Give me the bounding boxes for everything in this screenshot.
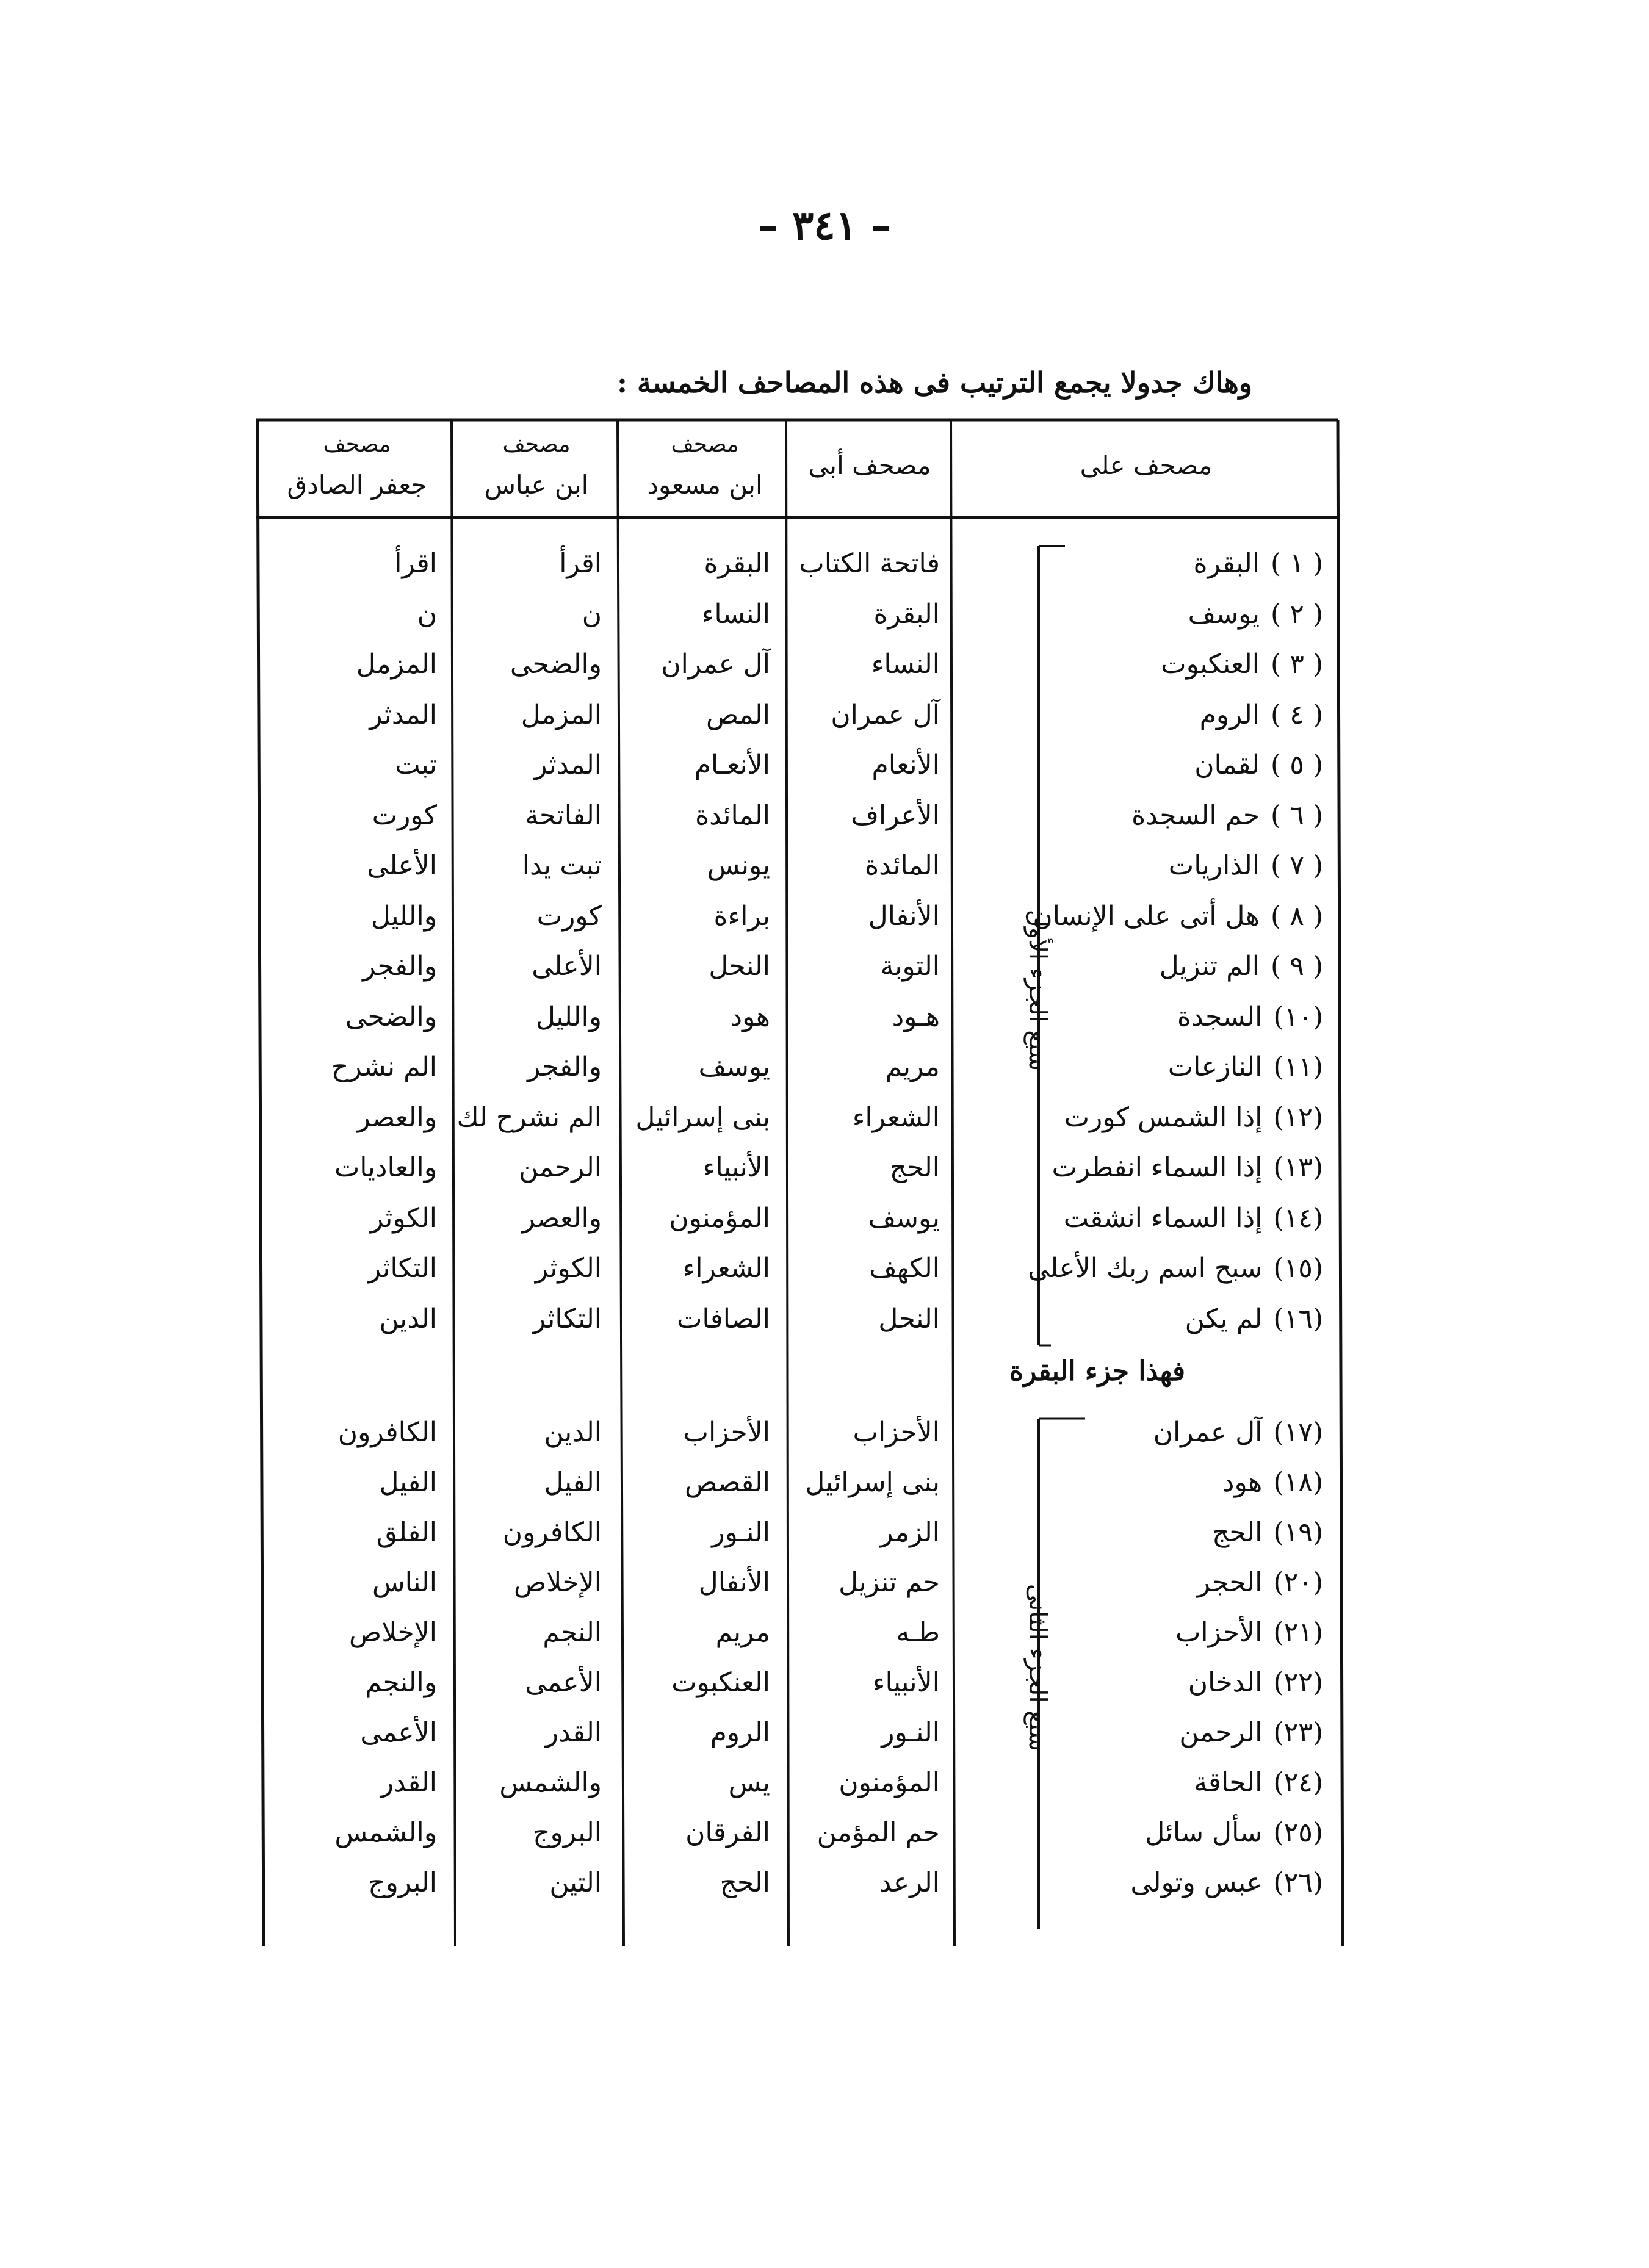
ubayy-surah: فاتحة الكتاب <box>799 548 940 579</box>
ubayy-surah: البقرة <box>873 598 940 630</box>
ibn-abbas-surah: المزمل <box>521 699 602 730</box>
ali-surah <box>1161 649 1323 680</box>
page-number: – ٣٤١ – <box>757 201 892 249</box>
ali-surah-number: (١١) <box>1273 1051 1323 1082</box>
ali-surah-number: (١٥) <box>1273 1253 1323 1284</box>
ibn-masud-surah: المص <box>706 699 770 730</box>
ali-surah-name: الحج <box>1211 1517 1263 1548</box>
ibn-abbas-surah: الكوثر <box>535 1253 602 1284</box>
ibn-masud-surah: الأنعـام <box>694 749 770 780</box>
ali-surah-name: هل أتى على الإنسان <box>1033 900 1260 932</box>
ali-surah <box>1177 1001 1323 1032</box>
ibn-masud-surah: بنى إسرائيل <box>635 1101 770 1133</box>
ali-surah-name: السجدة <box>1177 1001 1263 1032</box>
jafar-surah: المزمل <box>356 649 437 680</box>
ali-surah-name: الدخان <box>1188 1667 1263 1698</box>
jafar-surah: الكوثر <box>370 1202 437 1234</box>
ibn-abbas-surah: التين <box>549 1867 602 1898</box>
ali-surah <box>1160 951 1323 982</box>
ibn-masud-surah: هود <box>730 1001 770 1032</box>
ibn-masud-surah: الأحزاب <box>683 1417 770 1448</box>
ubayy-surah: الشعراء <box>852 1101 940 1133</box>
ali-surah-name: الأحزاب <box>1175 1617 1263 1648</box>
ubayy-surah: طـه <box>896 1617 940 1648</box>
jafar-surah: الأعمى <box>360 1717 437 1748</box>
jafar-surah: والنجم <box>365 1667 437 1698</box>
ibn-masud-surah: يس <box>728 1767 770 1798</box>
ibn-abbas-surah: المدثر <box>534 749 602 780</box>
ubayy-surah: هـود <box>892 1001 940 1032</box>
ali-surah <box>1194 548 1323 579</box>
ibn-abbas-surah: الفيل <box>544 1467 602 1498</box>
ali-surah-number: (١٢) <box>1273 1101 1323 1133</box>
ibn-masud-surah: آل عمران <box>661 649 770 680</box>
ibn-masud-surah: القصص <box>685 1467 770 1498</box>
ali-surah <box>1064 1102 1323 1133</box>
ubayy-surah: الزمر <box>880 1517 940 1548</box>
ali-surah <box>1052 1152 1323 1183</box>
ibn-masud-surah: مريم <box>715 1617 770 1648</box>
ibn-abbas-surah: القدر <box>545 1717 602 1748</box>
ali-surah <box>1188 599 1323 630</box>
ibn-abbas-surah: والضحى <box>510 649 602 680</box>
ibn-abbas-surah: اقرأ <box>559 548 602 579</box>
ali-surah-number: ( ٦ ) <box>1271 799 1323 831</box>
ubayy-surah: النساء <box>871 649 940 680</box>
ubayy-surah: الأنفال <box>868 900 940 932</box>
ali-surah-number: (١٨) <box>1273 1467 1323 1498</box>
ali-surah-name: سأل سائل <box>1145 1817 1263 1848</box>
header-jafar <box>262 425 452 505</box>
ibn-abbas-surah: ن <box>582 598 602 630</box>
ubayy-surah: آل عمران <box>831 699 940 730</box>
ibn-abbas-surah: الإخلاص <box>514 1567 602 1598</box>
ibn-masud-surah: الفرقان <box>685 1817 770 1848</box>
ibn-masud-surah: المائدة <box>695 799 770 831</box>
jafar-surah: الناس <box>372 1567 437 1598</box>
header-ibn-masud-bottom: ابن مسعود <box>647 470 763 500</box>
ibn-abbas-surah: الكافرون <box>502 1517 602 1548</box>
ali-surah-number: (٢٠) <box>1273 1567 1323 1598</box>
ali-surah <box>1168 1051 1323 1082</box>
ali-surah-number: ( ٤ ) <box>1271 699 1323 730</box>
ibn-masud-surah: الأنبياء <box>702 1152 770 1183</box>
ubayy-surah: النحل <box>878 1303 940 1334</box>
ali-surah-name: الحجر <box>1197 1567 1263 1598</box>
ali-surah-number: ( ٩ ) <box>1271 951 1323 982</box>
ibn-abbas-surah: الدين <box>544 1417 602 1448</box>
jafar-surah: ن <box>417 598 437 630</box>
ibn-masud-surah: النـور <box>712 1517 770 1548</box>
ibn-abbas-surah: التكاثر <box>532 1303 602 1334</box>
ali-surah-name: إذا السماء انفطرت <box>1052 1152 1263 1183</box>
ibn-abbas-surah: البروج <box>533 1817 602 1848</box>
ali-surah-name: آل عمران <box>1153 1417 1263 1448</box>
ali-surah-number: ( ٧ ) <box>1271 850 1323 881</box>
ubayy-surah: المائدة <box>865 850 940 881</box>
jafar-surah: الإخلاص <box>349 1617 437 1648</box>
ali-surah <box>1222 1467 1323 1498</box>
ibn-abbas-surah: تبت يدا <box>522 850 602 881</box>
ali-surah <box>1188 1667 1323 1698</box>
ali-surah-name: الم تنزيل <box>1159 951 1260 982</box>
ali-surah-number: (١٣) <box>1273 1152 1323 1183</box>
ali-surah <box>1197 1567 1323 1598</box>
ali-surah-number: (١٤) <box>1273 1202 1323 1234</box>
ali-surah-name: الذاريات <box>1168 850 1260 881</box>
ubayy-surah: حم المؤمن <box>817 1817 940 1848</box>
ali-surah-number: ( ٨ ) <box>1271 900 1323 932</box>
intro-line: وهاك جدولا يجمع الترتيب فى هذه المصاحف الخمسة : <box>617 366 1252 399</box>
ibn-abbas-surah: النجم <box>543 1617 602 1648</box>
jafar-surah: الفيل <box>379 1467 437 1498</box>
ibn-masud-surah: الأنفال <box>698 1567 770 1598</box>
part2-vertical-label: سبع الجزء الثانى <box>1023 1583 1052 1752</box>
ali-surah-number: (٢٢) <box>1273 1667 1323 1698</box>
ibn-masud-surah: الروم <box>710 1717 770 1748</box>
ali-surah-name: لقمان <box>1194 749 1260 780</box>
ali-surah <box>1169 850 1323 881</box>
ibn-masud-surah: الشعراء <box>682 1253 770 1284</box>
ibn-masud-surah: العنكبوت <box>671 1667 770 1698</box>
jafar-surah: الفلق <box>376 1517 437 1548</box>
ali-surah-number: ( ٢ ) <box>1271 598 1323 630</box>
jafar-surah: الم نشرح <box>331 1051 437 1082</box>
ali-surah <box>1131 800 1323 831</box>
ali-surah-number: (١٠) <box>1273 1001 1323 1032</box>
jafar-surah: والفجر <box>363 951 437 982</box>
jafar-surah: كورت <box>372 799 437 831</box>
ibn-abbas-surah: كورت <box>536 900 602 932</box>
ali-surah-number: ( ١ ) <box>1271 548 1323 579</box>
ibn-abbas-surah: الرحمن <box>518 1152 602 1183</box>
ali-surah-number: (٢٥) <box>1273 1817 1323 1848</box>
ibn-masud-surah: الحج <box>720 1867 770 1898</box>
header-jafar-top: مصحف <box>323 432 391 457</box>
ali-surah-name: يوسف <box>1188 598 1260 630</box>
ali-surah-name: لم يكن <box>1185 1303 1263 1334</box>
ubayy-surah: حم تنزيل <box>839 1567 940 1598</box>
ali-surah <box>1200 699 1323 730</box>
ali-surah-name: إذا الشمس كورت <box>1064 1101 1263 1133</box>
ibn-masud-surah: البقرة <box>704 548 770 579</box>
ibn-masud-surah: يوسف <box>698 1051 770 1082</box>
jafar-surah: تبت <box>395 749 437 780</box>
ali-surah <box>1028 1253 1323 1284</box>
ali-surah <box>1185 1303 1323 1334</box>
ali-surah <box>1212 1517 1323 1548</box>
ali-surah-name: إذا السماء انشقت <box>1063 1202 1263 1234</box>
ali-surah-name: عبس وتولى <box>1130 1867 1263 1898</box>
jafar-surah: والضحى <box>345 1001 437 1032</box>
ali-surah-name: حم السجدة <box>1131 799 1260 831</box>
ali-surah <box>1179 1717 1323 1748</box>
jafar-surah: اقرأ <box>394 548 437 579</box>
ali-surah-name: البقرة <box>1193 548 1260 579</box>
ubayy-surah: التوبة <box>880 951 940 982</box>
header-jafar-bottom: جعفر الصادق <box>287 470 427 500</box>
ibn-abbas-surah: الأعمى <box>525 1667 602 1698</box>
jafar-surah: البروج <box>368 1867 437 1898</box>
header-ibn-masud-top: مصحف <box>671 432 739 457</box>
header-ibn-abbas-top: مصحف <box>502 432 571 457</box>
jafar-surah: الدين <box>379 1303 437 1334</box>
ibn-masud-surah: الصافات <box>676 1303 770 1334</box>
ubayy-surah: الكهف <box>869 1253 940 1284</box>
ibn-abbas-surah: الم نشرح لك <box>456 1101 602 1133</box>
ali-surah-number: (١٦) <box>1273 1303 1323 1334</box>
ali-surah-number: (١٩) <box>1273 1517 1323 1548</box>
jafar-surah: المدثر <box>369 699 437 730</box>
part1-vertical-label: سبع الجزء الأول <box>1023 909 1052 1071</box>
header-ubayy: مصحف أبى <box>808 450 931 480</box>
ubayy-surah: الأنبياء <box>872 1667 940 1698</box>
ali-surah-number: ( ٥ ) <box>1271 749 1323 780</box>
ibn-abbas-surah: الفاتحة <box>525 799 602 831</box>
ibn-masud-surah: النساء <box>701 598 770 630</box>
ibn-abbas-surah: والشمس <box>499 1767 602 1798</box>
jafar-surah: والعاديات <box>334 1152 437 1183</box>
ali-surah <box>1194 1767 1323 1798</box>
ali-surah-number: (٢٣) <box>1273 1717 1323 1748</box>
ibn-abbas-surah: والعصر <box>522 1202 602 1234</box>
header-ali: مصحف على <box>1080 450 1213 480</box>
ibn-abbas-surah: والفجر <box>527 1051 602 1082</box>
ubayy-surah: يوسف <box>868 1202 940 1234</box>
ali-surah-name: الحاقة <box>1194 1767 1263 1798</box>
ubayy-surah: مريم <box>885 1051 940 1082</box>
ali-surah <box>1064 1203 1323 1234</box>
ali-surah-name: هود <box>1222 1467 1263 1498</box>
jafar-surah: القدر <box>380 1767 437 1798</box>
ali-surah <box>1033 901 1323 932</box>
ali-surah-number: (٢٤) <box>1273 1767 1323 1798</box>
ali-surah-name: الروم <box>1199 699 1260 730</box>
ali-surah <box>1145 1817 1323 1848</box>
ali-surah-name: الرحمن <box>1179 1717 1263 1748</box>
jafar-surah: والليل <box>370 900 437 932</box>
ibn-masud-surah: المؤمنون <box>669 1202 770 1234</box>
ali-surah <box>1130 1867 1323 1898</box>
ibn-masud-surah: النحل <box>709 951 770 982</box>
ali-surah <box>1175 1617 1323 1648</box>
ali-surah <box>1153 1417 1323 1448</box>
jafar-surah: والعصر <box>357 1101 437 1133</box>
jafar-surah: الكافرون <box>337 1417 437 1448</box>
ali-surah-number: (٢٦) <box>1273 1867 1323 1898</box>
ibn-abbas-surah: الأعلى <box>532 951 602 982</box>
header-ibn-abbas-bottom: ابن عباس <box>484 470 589 500</box>
ubayy-surah: الأعراف <box>851 799 940 831</box>
ali-surah-name: العنكبوت <box>1161 649 1260 680</box>
ibn-masud-surah: براءة <box>713 900 770 932</box>
ali-surah-name: سبح اسم ربك الأعلى <box>1028 1253 1263 1284</box>
ibn-abbas-surah: والليل <box>535 1001 602 1032</box>
header-ibn-masud <box>624 425 786 505</box>
ubayy-surah: الأنعام <box>871 749 940 780</box>
jafar-surah: الأعلى <box>367 850 437 881</box>
ubayy-surah: الأحزاب <box>853 1417 940 1448</box>
ali-surah <box>1194 749 1323 780</box>
ibn-masud-surah: يونس <box>707 850 770 881</box>
ubayy-surah: الحج <box>889 1152 940 1183</box>
ubayy-surah: بنى إسرائيل <box>805 1467 940 1498</box>
ali-surah-name: النازعات <box>1167 1051 1263 1082</box>
jafar-surah: والشمس <box>334 1817 437 1848</box>
ali-surah-number: ( ٣ ) <box>1271 649 1323 680</box>
ubayy-surah: النـور <box>881 1717 940 1748</box>
ali-surah-number: (١٧) <box>1273 1417 1323 1448</box>
header-ibn-abbas <box>455 425 618 505</box>
part1-end-label: فهذا جزء البقرة <box>1009 1356 1185 1387</box>
ali-surah-number: (٢١) <box>1273 1617 1323 1648</box>
ubayy-surah: الرعد <box>879 1867 940 1898</box>
jafar-surah: التكاثر <box>367 1253 437 1284</box>
ubayy-surah: المؤمنون <box>839 1767 940 1798</box>
